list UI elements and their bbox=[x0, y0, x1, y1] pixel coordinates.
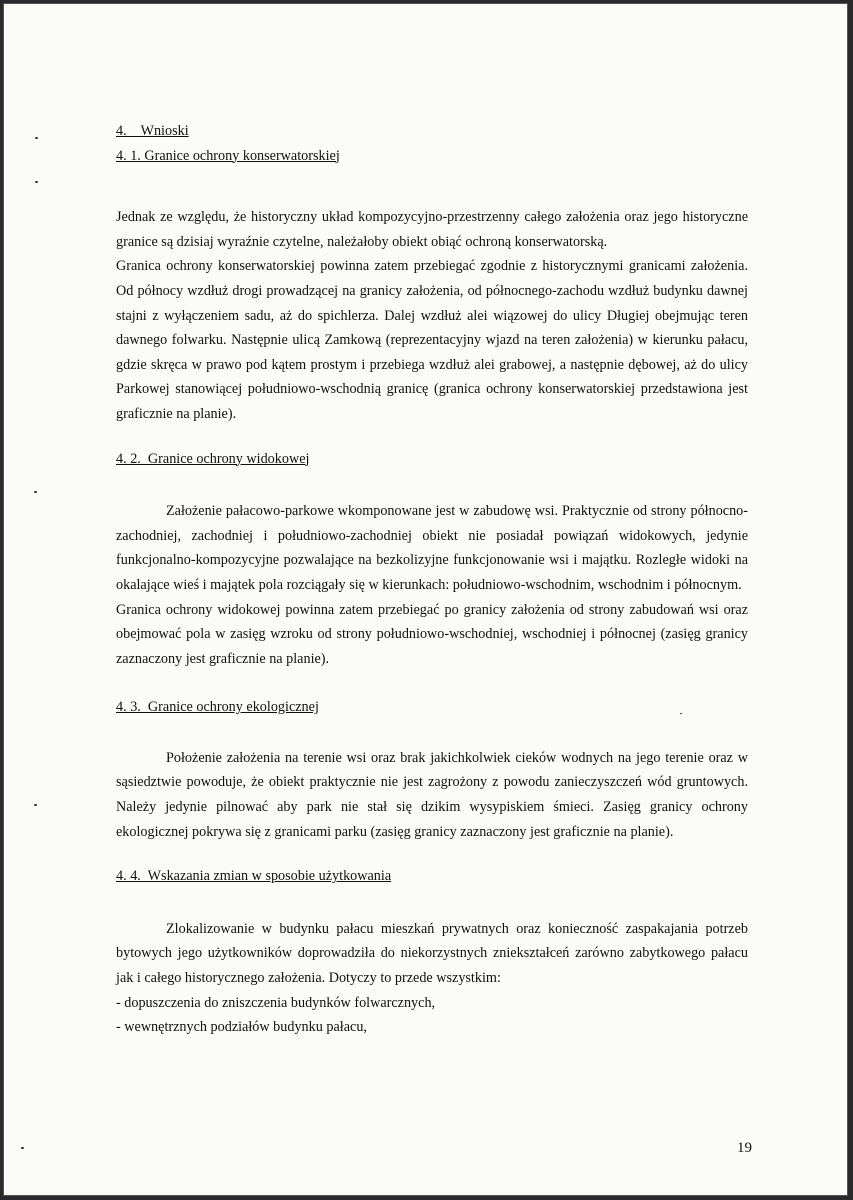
spacer bbox=[116, 671, 748, 695]
scan-speck bbox=[21, 1147, 24, 1149]
document-body bbox=[116, 119, 748, 1040]
list-item: - wewnętrznych podziałów budynku pałacu, bbox=[116, 1019, 367, 1036]
spacer bbox=[116, 720, 748, 746]
paragraph: Zlokalizowanie w budynku pałacu mieszkań prywatnych oraz konieczność zaspakajania potrzeb bytowych jego użytkowników doprowadziła do niekorzystnych zniekształceń zarówno zabytkowego pałacu jak i całego historycznego założenia. Dotyczy to przede wszystkim: bbox=[116, 920, 748, 987]
scan-speck bbox=[35, 181, 38, 183]
paragraph: Granica ochrony konserwatorskiej powinna zatem przebiegać zgodnie z historycznymi granicami założenia. Od północy wzdłuż drogi prowadzącej na granicy założenia, od północnego-zachodu wzdłuż budynku dawnej stajni z wyłączeniem sadu, aż do spichlerza. Dalej wzdłuż alei wiązowej do ulicy Długiej obejmując teren dawnego folwarku. Następnie ulicą Zamkową (reprezentacyjny wjazd na teren założenia) w kierunku pałacu, gdzie skręca w prawo pod kątem prostym i przebiega wzdłuż alei grabowej, a następnie dębowej, aż do ulicy Parkowej stanowiącej południowo-wschodnią granicę (granica ochrony konserwatorskiej przedstawiona jest graficznie na planie). bbox=[116, 258, 748, 422]
spacer bbox=[116, 471, 748, 499]
list-item: - dopuszczenia do zniszczenia budynków folwarcznych, bbox=[116, 994, 436, 1011]
spacer bbox=[116, 427, 748, 447]
scan-speck bbox=[35, 137, 38, 139]
section-heading-conclusions: 4. Wnioski bbox=[116, 123, 189, 139]
scan-speck bbox=[34, 491, 37, 493]
paragraph: Założenie pałacowo-parkowe wkomponowane jest w zabudowę wsi. Praktycznie od strony północno-zachodniej, zachodniej i południowo-zachodniej obiekt nie posiadał powiązań widokowych, jedynie funkcjonalno-kompozycyjne pozwalające na bezkolizyjne funkcjonowanie wsi i majątku. Rozległe widoki na okalające wieś i majątek pola rozciągały się w kierunkach: południowo-wschodnim, wschodnim i północnym. bbox=[116, 503, 748, 593]
spacer bbox=[116, 844, 748, 864]
scan-speck bbox=[34, 804, 37, 806]
section-heading-view-boundaries: 4. 2. Granice ochrony widokowej bbox=[116, 450, 310, 467]
paragraph: Jednak ze względu, że historyczny układ kompozycyjno-przestrzenny całego założenia oraz jego historyczne granice są dzisiaj wyraźnie czytelne, należałoby obiekt obiąć ochroną konserwatorską. bbox=[116, 209, 748, 250]
paragraph: Położenie założenia na terenie wsi oraz brak jakichkolwiek cieków wodnych na jego terenie oraz w sąsiedztwie powoduje, że obiekt praktycznie nie jest zagrożony z powodu zanieczyszczeń wód gruntowych. Należy jedynie pilnować aby park nie stał się dzikim wysypiskiem śmieci. Zasięg granicy ochrony ekologicznej pokrywa się z granicami parku (zasięg granicy zaznaczony jest graficznie na planie). bbox=[116, 749, 748, 840]
section-heading-usage-changes: 4. 4. Wskazania zmian w sposobie użytkowania bbox=[116, 868, 392, 885]
section-heading-conservation-boundaries: 4. 1. Granice ochrony konserwatorskiej bbox=[116, 147, 340, 164]
spacer bbox=[116, 168, 748, 193]
section-heading-ecological-boundaries: 4. 3. Granice ochrony ekologicznej bbox=[116, 699, 319, 716]
page-number: 19 bbox=[737, 1140, 752, 1156]
paragraph: Granica ochrony widokowej powinna zatem przebiegać po granicy założenia od strony zabudowań wsi oraz obejmować pola w zasięg wzroku od strony południowo-wschodniej, wschodniej i północnej (zasięg granicy zaznaczony jest graficznie na planie). bbox=[116, 601, 748, 667]
document-page bbox=[3, 3, 848, 1196]
spacer bbox=[116, 889, 748, 917]
